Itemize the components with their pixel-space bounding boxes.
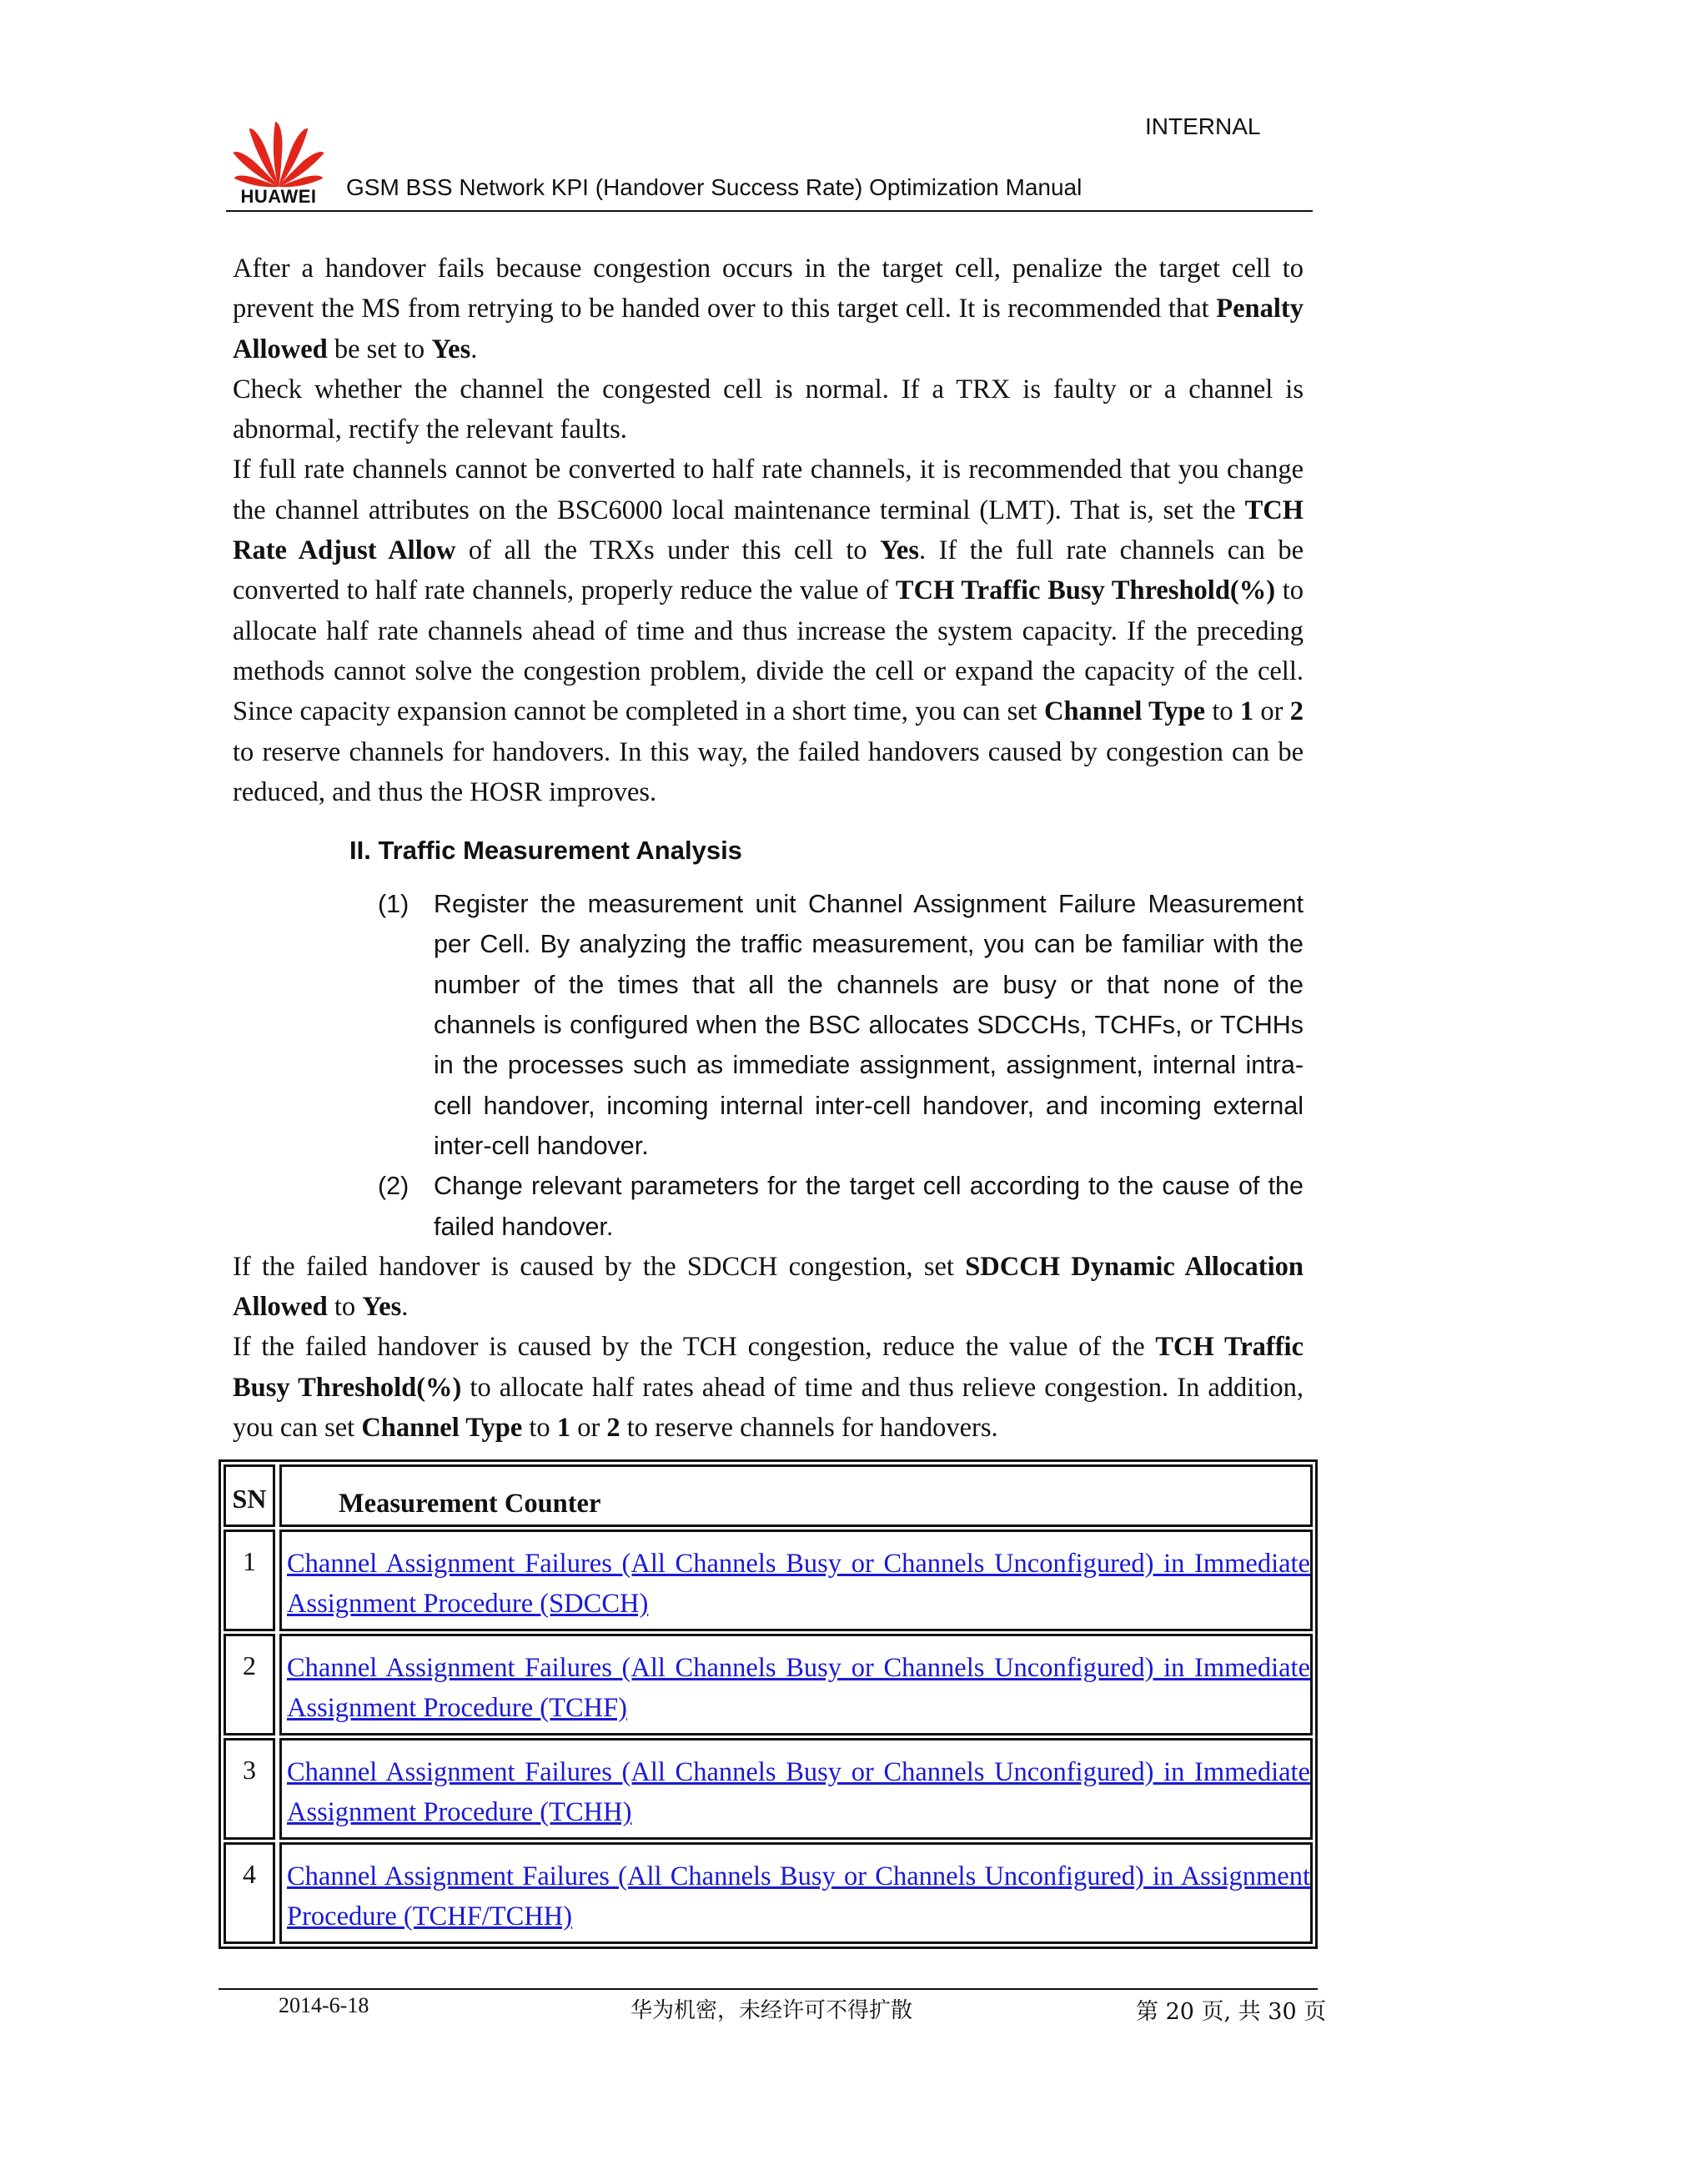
counter-link[interactable]: Channel Assignment Failures (All Channels Busy or Channels Unconfigured) in Immediate Assignment Procedure (TCHF)	[287, 1653, 1310, 1724]
header-measurement-counter: Measurement Counter	[279, 1464, 1313, 1527]
footer-divider	[219, 1988, 1318, 1990]
section-heading: II. Traffic Measurement Analysis	[349, 836, 742, 866]
table-header-row	[224, 1464, 1313, 1527]
paragraph-sdcch: If the failed handover is caused by the SDCCH congestion, set SDCCH Dynamic Allocation Allowed to Yes.	[233, 1251, 1304, 1323]
row-sn: 2	[224, 1634, 275, 1735]
footer-confidential: 华为机密，未经许可不得扩散	[630, 1998, 913, 2023]
table-row	[224, 1842, 1313, 1944]
paragraph-check-channel: Check whether the channel the congested cell is normal. If a TRX is faulty or a channel is abnormal, rectify the relevant faults.	[233, 374, 1304, 445]
document-body	[233, 249, 1304, 1448]
footer-date: 2014-6-18	[279, 1993, 369, 2017]
measurement-counter-table	[219, 1459, 1318, 1949]
paragraph-penalty: After a handover fails because congestion occurs in the target cell, penalize the target cell to prevent the MS from retrying to be handed over to this target cell. It is recommended that Penalty Allowed be set to Yes.	[233, 254, 1304, 364]
header-divider	[226, 210, 1313, 212]
huawei-logo-text: HUAWEI	[240, 186, 317, 207]
counter-link[interactable]: Channel Assignment Failures (All Channels Busy or Channels Unconfigured) in Immediate Assignment Procedure (SDCCH)	[287, 1549, 1310, 1620]
table-row	[224, 1634, 1313, 1735]
footer-page-number: 第 20 页, 共 30 页	[1136, 1999, 1327, 2025]
document-title: GSM BSS Network KPI (Handover Success Rate) Optimization Manual	[346, 174, 1083, 200]
row-sn: 4	[224, 1842, 275, 1944]
counter-link[interactable]: Channel Assignment Failures (All Channels Busy or Channels Unconfigured) in Immediate Assignment Procedure (TCHH)	[287, 1757, 1310, 1828]
numbered-list	[233, 884, 1304, 1247]
list-item: (1) Register the measurement unit Channel Assignment Failure Measurement per Cell. By analyzing the traffic measurement, you can be familiar with the number of the times that all the channels are busy or that none of the channels is configured when the BSC allocates SDCCHs, TCHFs, or TCHHs in the processes such as immediate assignment, assignment, internal intra-cell handover, incoming internal inter-cell handover, and incoming external inter-cell handover.	[378, 890, 1304, 1160]
row-sn: 3	[224, 1738, 275, 1840]
paragraph-tch: If the failed handover is caused by the TCH congestion, reduce the value of the TCH Traffic Busy Threshold(%) to allocate half rates ahead of time and thus relieve congestion. In addition, you can set Channel Type to 1 or 2 to reserve channels for handovers.	[233, 1332, 1304, 1444]
paragraph-half-rate: If full rate channels cannot be converted to half rate channels, it is recommended that you change the channel attributes on the BSC6000 local maintenance terminal (LMT). That is, set the TCH Rate Adjust Allow of all the TRXs under this cell to Yes. If the full rate channels can be converted to half rate channels, properly reduce the value of TCH Traffic Busy Threshold(%) to allocate half rate channels ahead of time and thus increase the system capacity. If the preceding methods cannot solve the congestion problem, divide the cell or expand the capacity of the cell. Since capacity expansion cannot be completed in a short time, you can set Channel Type to 1 or 2 to reserve channels for handovers. In this way, the failed handovers caused by congestion can be reduced, and thus the HOSR improves.	[233, 455, 1304, 807]
counter-link[interactable]: Channel Assignment Failures (All Channels Busy or Channels Unconfigured) in Assignment Procedure (TCHF/TCHH)	[287, 1861, 1310, 1932]
header-sn: SN	[224, 1464, 275, 1527]
internal-label: INTERNAL	[1145, 113, 1261, 139]
table-row	[224, 1530, 1313, 1631]
row-sn: 1	[224, 1530, 275, 1631]
table-row	[224, 1738, 1313, 1840]
list-item: (2) Change relevant parameters for the target cell according to the cause of the failed handover.	[378, 1172, 1304, 1241]
